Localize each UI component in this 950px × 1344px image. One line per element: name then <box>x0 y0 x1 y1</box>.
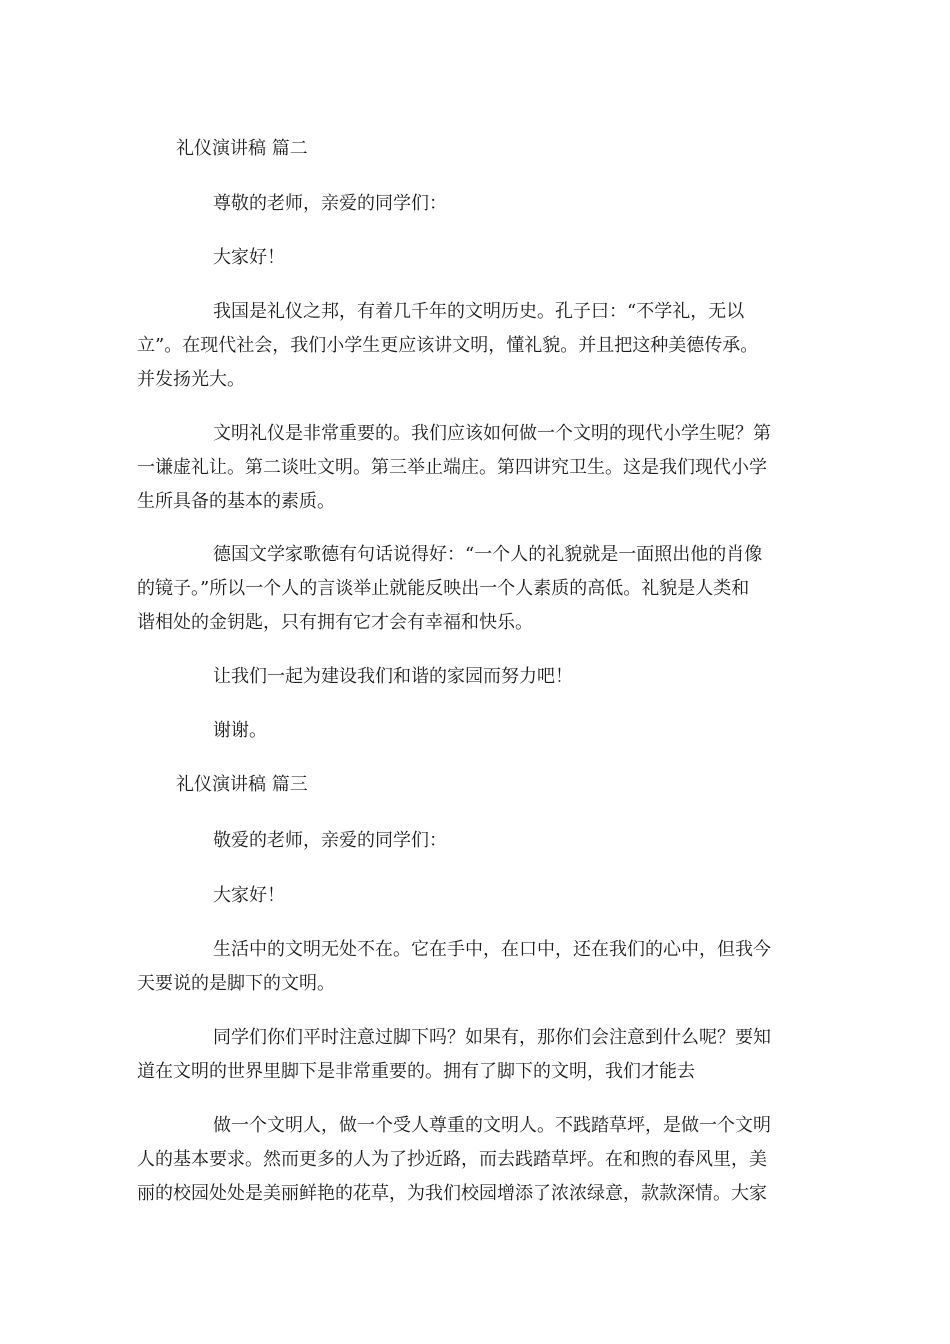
paragraph-line: 做一个文明人，做一个受人尊重的文明人。不践踏草坪，是做一个文明 <box>213 1115 771 1136</box>
greeting-line: 尊敬的老师，亲爱的同学们： <box>213 193 447 214</box>
greeting-line: 敬爱的老师，亲爱的同学们： <box>213 830 447 851</box>
thanks-line: 谢谢。 <box>213 720 267 741</box>
paragraph-line: 道在文明的世界里脚下是非常重要的。拥有了脚下的文明，我们才能去 <box>137 1061 695 1082</box>
section-heading-3: 礼仪演讲稿 篇三 <box>176 774 308 795</box>
paragraph-line: 生活中的文明无处不在。它在手中，在口中，还在我们的心中，但我今 <box>213 939 771 960</box>
paragraph-line: 天要说的是脚下的文明。 <box>137 973 335 994</box>
paragraph-line: 立”。在现代社会，我们小学生更应该讲文明，懂礼貌。并且把这种美德传承。 <box>137 335 759 356</box>
hello-line: 大家好！ <box>213 885 285 906</box>
section-heading-2: 礼仪演讲稿 篇二 <box>176 138 308 159</box>
paragraph-line: 同学们你们平时注意过脚下吗？如果有，那你们会注意到什么呢？要知 <box>213 1027 771 1048</box>
paragraph-line: 丽的校园处处是美丽鲜艳的花草，为我们校园增添了浓浓绿意，款款深情。大家 <box>137 1183 767 1204</box>
closing-line: 让我们一起为建设我们和谐的家园而努力吧！ <box>213 666 573 687</box>
paragraph-line: 人的基本要求。然而更多的人为了抄近路，而去践踏草坪。在和煦的春风里，美 <box>137 1149 767 1170</box>
paragraph-line: 一谦虚礼让。第二谈吐文明。第三举止端庄。第四讲究卫生。这是我们现代小学 <box>137 457 767 478</box>
paragraph-line: 谐相处的金钥匙，只有拥有它才会有幸福和快乐。 <box>137 612 533 633</box>
hello-line: 大家好！ <box>213 247 285 268</box>
paragraph-line: 并发扬光大。 <box>137 369 245 390</box>
paragraph-line: 的镜子。”所以一个人的言谈举止就能反映出一个人素质的高低。礼貌是人类和 <box>137 578 750 599</box>
paragraph-line: 文明礼仪是非常重要的。我们应该如何做一个文明的现代小学生呢？第 <box>213 423 771 444</box>
paragraph-line: 我国是礼仪之邦，有着几千年的文明历史。孔子曰：“不学礼，无以 <box>213 301 745 322</box>
paragraph-line: 生所具备的基本的素质。 <box>137 491 335 512</box>
paragraph-line: 德国文学家歌德有句话说得好：“一个人的礼貌就是一面照出他的肖像 <box>213 544 763 565</box>
